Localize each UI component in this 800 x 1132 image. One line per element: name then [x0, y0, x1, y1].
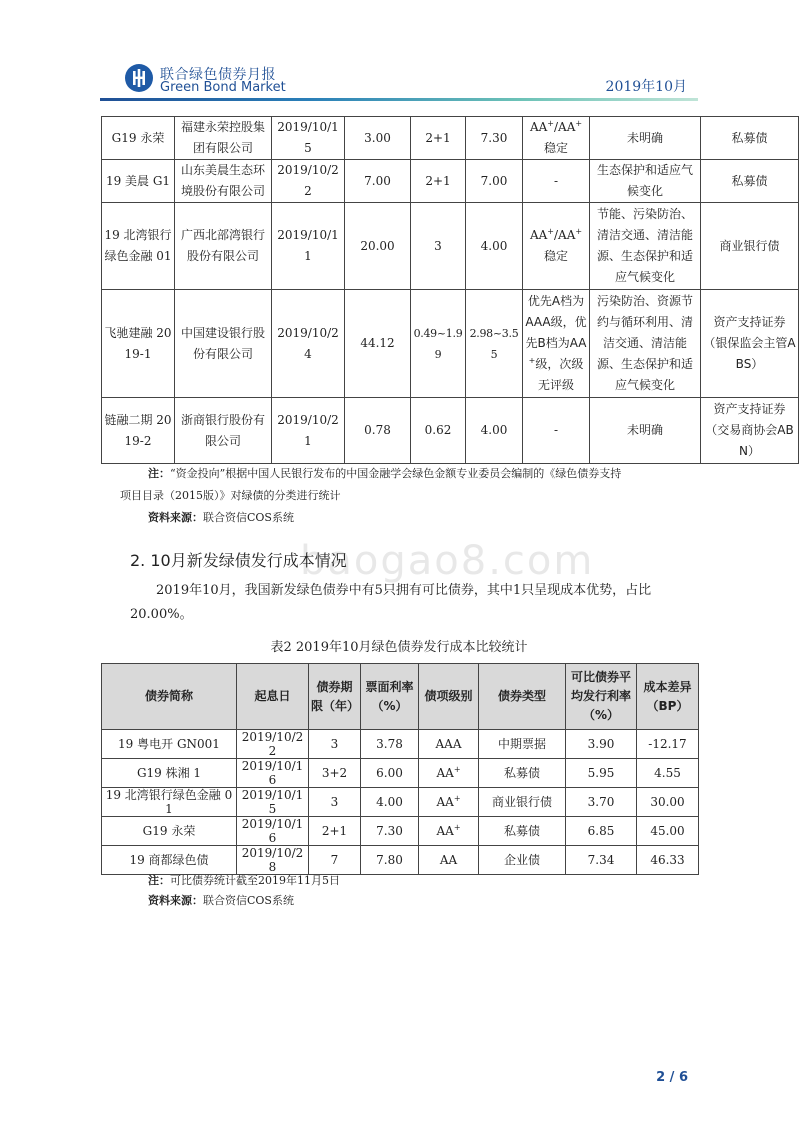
issue-date: 2019/10/22 — [272, 160, 345, 203]
issuer: 浙商银行股份有限公司 — [175, 398, 272, 464]
coupon-rate: 6.00 — [361, 759, 419, 788]
table-row — [102, 817, 699, 846]
section-paragraph: 2019年10月，我国新发绿色债券中有5只拥有可比债券，其中1只呈现成本优势，占比20.00%。 — [130, 583, 652, 622]
amount: 3.00 — [345, 117, 411, 160]
column-header: 债券简称 — [102, 664, 237, 730]
bond-type: 私募债 — [701, 160, 799, 203]
term: 3 — [309, 788, 361, 817]
column-header: 债券类型 — [479, 664, 566, 730]
term: 3+2 — [309, 759, 361, 788]
rating: AA+ — [419, 788, 479, 817]
issue-date: 2019/10/15 — [237, 788, 309, 817]
cost-diff: 46.33 — [637, 846, 699, 875]
brand-name-cn: 联合绿色债券月报 — [160, 67, 276, 83]
bond-name: 飞驰建融 2019-1 — [102, 290, 175, 398]
table-row — [102, 398, 799, 464]
rating: AA+/AA+ 稳定 — [523, 117, 590, 160]
avg-rate: 5.95 — [566, 759, 637, 788]
rating: - — [523, 398, 590, 464]
report-date: 2019年10月 — [605, 79, 687, 95]
table-row — [102, 117, 799, 160]
watermark: baogao8.com — [300, 538, 595, 584]
table-row — [102, 160, 799, 203]
term: 7 — [309, 846, 361, 875]
table2-caption: 表2 2019年10月绿色债券发行成本比较统计 — [270, 640, 528, 655]
issue-date: 2019/10/11 — [272, 203, 345, 290]
term: 0.62 — [411, 398, 466, 464]
bond-name: 19 商都绿色债 — [102, 846, 237, 875]
rating: AAA — [419, 730, 479, 759]
term: 3 — [411, 203, 466, 290]
section-title: 2. 10月新发绿债发行成本情况 — [130, 551, 347, 570]
table2-note: 注：可比债券统计截至2019年11月5日 — [148, 874, 340, 887]
coupon-rate: 7.00 — [466, 160, 523, 203]
avg-rate: 6.85 — [566, 817, 637, 846]
rating: 优先A档为AAA级，优先B档为AA+级，次级无评级 — [523, 290, 590, 398]
coupon-rate: 7.80 — [361, 846, 419, 875]
column-header: 债项级别 — [419, 664, 479, 730]
term: 2+1 — [411, 160, 466, 203]
bond-type: 中期票据 — [479, 730, 566, 759]
page-number: 2 / 6 — [656, 1070, 688, 1085]
bond-name: 19 美晨 G1 — [102, 160, 175, 203]
issue-date: 2019/10/15 — [272, 117, 345, 160]
table-row — [102, 759, 699, 788]
cost-diff: 4.55 — [637, 759, 699, 788]
lianhe-logo-icon — [125, 64, 153, 92]
amount: 0.78 — [345, 398, 411, 464]
term: 2+1 — [411, 117, 466, 160]
rating: AA — [419, 846, 479, 875]
issuer: 中国建设银行股份有限公司 — [175, 290, 272, 398]
issue-date: 2019/10/28 — [237, 846, 309, 875]
column-header: 起息日 — [237, 664, 309, 730]
fund-use: 未明确 — [590, 117, 701, 160]
bond-name: G19 永荣 — [102, 817, 237, 846]
coupon-rate: 7.30 — [466, 117, 523, 160]
bond-name: 19 北湾银行绿色金融 01 — [102, 788, 237, 817]
bond-type: 商业银行债 — [479, 788, 566, 817]
coupon-rate: 4.00 — [361, 788, 419, 817]
bond-type: 资产支持证券（银保监会主管ABS） — [701, 290, 799, 398]
rating: - — [523, 160, 590, 203]
issuer: 山东美晨生态环境股份有限公司 — [175, 160, 272, 203]
column-header: 成本差异（BP） — [637, 664, 699, 730]
rating: AA+ — [419, 817, 479, 846]
table-header-row — [102, 664, 699, 730]
header-divider — [100, 98, 698, 101]
bond-type: 企业债 — [479, 846, 566, 875]
issue-date: 2019/10/16 — [237, 817, 309, 846]
table-row — [102, 788, 699, 817]
bond-type: 私募债 — [479, 817, 566, 846]
amount: 7.00 — [345, 160, 411, 203]
table1-source: 资料来源：联合资信COS系统 — [148, 511, 294, 524]
table1-note-cont: 项目目录（2015版）》对绿债的分类进行统计 — [120, 489, 341, 502]
issuer: 福建永荣控股集团有限公司 — [175, 117, 272, 160]
avg-rate: 3.90 — [566, 730, 637, 759]
fund-use: 污染防治、资源节约与循环利用、清洁交通、清洁能源、生态保护和适应气候变化 — [590, 290, 701, 398]
term: 2+1 — [309, 817, 361, 846]
amount: 44.12 — [345, 290, 411, 398]
issuance-cost-table — [101, 663, 699, 875]
cost-diff: -12.17 — [637, 730, 699, 759]
avg-rate: 7.34 — [566, 846, 637, 875]
bond-name: 19 北湾银行绿色金融 01 — [102, 203, 175, 290]
fund-use: 未明确 — [590, 398, 701, 464]
cost-diff: 45.00 — [637, 817, 699, 846]
brand-name-en: Green Bond Market — [160, 80, 286, 95]
bond-type: 私募债 — [701, 117, 799, 160]
bond-name: 链融二期 2019-2 — [102, 398, 175, 464]
column-header: 债券期限（年） — [309, 664, 361, 730]
fund-use: 生态保护和适应气候变化 — [590, 160, 701, 203]
issue-date: 2019/10/22 — [237, 730, 309, 759]
coupon-rate: 7.30 — [361, 817, 419, 846]
green-bond-issuance-table — [101, 116, 799, 464]
rating: AA+/AA+ 稳定 — [523, 203, 590, 290]
issuer: 广西北部湾银行股份有限公司 — [175, 203, 272, 290]
cost-diff: 30.00 — [637, 788, 699, 817]
column-header: 可比债券平均发行利率（%） — [566, 664, 637, 730]
coupon-rate: 4.00 — [466, 398, 523, 464]
bond-type: 资产支持证券（交易商协会ABN） — [701, 398, 799, 464]
table1-note: 注：“资金投向”根据中国人民银行发布的中国金融学会绿色金额专业委员会编制的《绿色债券支持 — [148, 467, 622, 480]
rating: AA+ — [419, 759, 479, 788]
table-row — [102, 290, 799, 398]
bond-name: G19 永荣 — [102, 117, 175, 160]
avg-rate: 3.70 — [566, 788, 637, 817]
term: 0.49~1.99 — [411, 290, 466, 398]
table-row — [102, 203, 799, 290]
issue-date: 2019/10/16 — [237, 759, 309, 788]
bond-type: 商业银行债 — [701, 203, 799, 290]
issue-date: 2019/10/24 — [272, 290, 345, 398]
table-row — [102, 730, 699, 759]
bond-name: G19 株湘 1 — [102, 759, 237, 788]
issue-date: 2019/10/21 — [272, 398, 345, 464]
term: 3 — [309, 730, 361, 759]
amount: 20.00 — [345, 203, 411, 290]
coupon-rate: 2.98~3.55 — [466, 290, 523, 398]
column-header: 票面利率（%） — [361, 664, 419, 730]
table2-source: 资料来源：联合资信COS系统 — [148, 894, 294, 907]
bond-type: 私募债 — [479, 759, 566, 788]
coupon-rate: 4.00 — [466, 203, 523, 290]
coupon-rate: 3.78 — [361, 730, 419, 759]
bond-name: 19 粤电开 GN001 — [102, 730, 237, 759]
fund-use: 节能、污染防治、清洁交通、清洁能源、生态保护和适应气候变化 — [590, 203, 701, 290]
